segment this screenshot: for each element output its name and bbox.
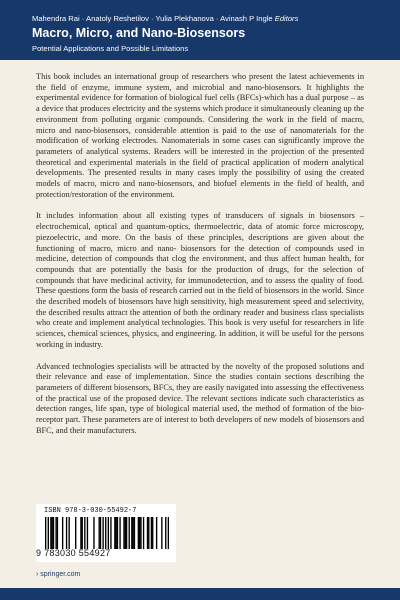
- barcode-bar: [84, 517, 85, 549]
- barcode-bar: [50, 517, 51, 549]
- barcode-bar: [75, 517, 76, 549]
- barcode-bar: [151, 517, 152, 549]
- barcode-bar: [108, 517, 109, 549]
- barcode-bar: [143, 517, 144, 549]
- publisher-link[interactable]: › springer.com: [36, 571, 81, 578]
- barcode-bar: [161, 517, 162, 549]
- barcode-bar: [123, 517, 124, 549]
- isbn-barcode-box: [36, 504, 176, 562]
- barcode-bar: [62, 517, 63, 549]
- editors-label: Editors: [274, 14, 299, 23]
- description-paragraph: This book includes an international group of researchers who present the latest achievements in the field of enzyme, immune system, and microbial and nano-biosensors. It highlights the experimental evidence for formation of biological fuel cells (BFCs)-which has a dual purpose – as a device that produces electricity and the systems which produce it simultaneously cleaning up the environment from polluting organic compounds. Considering the work in the field of macro, micro and nano-biosensors, considerable attention is paid to the use of nanomaterials for the modification of working electrodes. Nanomaterials in some cases can significantly improve the parameters of analytical systems. Readers will be interested in the projection of the presented theoretical and experimental materials in the field of practical application of modern analytical developments. The presented results in many cases imply the possibility of using the created models of macro, micro and nano-biosensors, and biofuel elements in the field of health, and protection/restoration of the environment.: [36, 72, 364, 199]
- isbn-label: ISBN 978-3-030-55492-7: [44, 507, 137, 515]
- cover-bottom-bar: [0, 588, 400, 600]
- barcode-bar: [45, 517, 46, 549]
- barcode-bar: [52, 517, 53, 549]
- barcode-bar: [165, 517, 166, 549]
- barcode-bar: [140, 517, 141, 549]
- barcode-bar: [93, 517, 94, 549]
- barcode-bar: [131, 517, 132, 549]
- barcode-bar: [80, 517, 81, 549]
- barcode-bar: [147, 517, 148, 549]
- barcode: [45, 517, 169, 549]
- barcode-bar: [139, 517, 140, 549]
- barcode-bar: [102, 517, 103, 549]
- description-paragraph: It includes information about all existing types of transducers of signals in biosensors – electrochemical, optical and quantum-optics, thermoelectric, data of atomic force microscopy, piezoelectric, and more. On the basis of these principles, descriptions are given about the functioning of macro, micro and nano- biosensors for the detection of compounds used in medicine, detection of compounds that clog the environment, and thus affect human health, for compounds that are potentially the basis for the production of drugs, for the selection of compounds that have medicinal activity, for immunodetection, and to assess the quality of food. These questions form the basis of research carried out in the field of biosensors in the world. Since the described models of biosensors have high sensitivity, high measurement speed and selectivity, the described results attract the attention of both the ordinary reader and business class specialists who create and implement analytical technologies. This book is very useful for researchers in life sciences, chemical sciences, physics, and engineering. In addition, it will be useful for the persons working in industry.: [36, 211, 364, 349]
- editors-line: [32, 14, 298, 23]
- barcode-bar: [117, 517, 118, 549]
- barcode-bar: [114, 517, 115, 549]
- book-subtitle: Potential Applications and Possible Limitations: [32, 44, 189, 53]
- barcode-bar: [57, 517, 58, 549]
- description-paragraph: Advanced technologies specialists will be attracted by the novelty of the proposed solutions and their relevance and ease of implementation. Since the studies contain sections describing the parameters of different biosensors, BFCs, they are easily navigated into assessing the effectiveness of the practical use of the proposed device. The relevant sections indicate such characteristics as detection ranges, life span, type of biological material used, the method of formation of the bio-receptor part. These parameters are of interest to both developers of new models of biosensors and BFC, and their manufacturers.: [36, 361, 364, 435]
- barcode-bar: [148, 517, 149, 549]
- barcode-bar: [129, 517, 130, 549]
- barcode-bar: [132, 517, 133, 549]
- barcode-bar: [68, 517, 69, 549]
- barcode-bar: [126, 517, 127, 549]
- barcode-bar: [168, 517, 169, 549]
- barcode-bar: [152, 517, 153, 549]
- barcode-bar: [110, 517, 111, 549]
- barcode-bar: [115, 517, 116, 549]
- barcode-digits: 9 783030 554927: [36, 548, 111, 558]
- barcode-bar: [53, 517, 54, 549]
- barcode-bar: [134, 517, 135, 549]
- barcode-bar: [87, 517, 88, 549]
- barcode-bar: [105, 517, 106, 549]
- barcode-bar: [156, 517, 157, 549]
- barcode-bar: [55, 517, 56, 549]
- barcode-bar: [125, 517, 126, 549]
- cover-header: [0, 0, 400, 60]
- barcode-bar: [100, 517, 101, 549]
- book-description: [36, 72, 364, 448]
- barcode-bar: [119, 517, 120, 549]
- barcode-bar: [99, 517, 100, 549]
- barcode-bar: [82, 517, 83, 549]
- barcode-bar: [138, 517, 139, 549]
- book-title: Macro, Micro, and Nano-Biosensors: [32, 26, 246, 40]
- barcode-bar: [48, 517, 49, 549]
- editor-names: Mahendra Rai · Anatoly Reshetilov · Yulia Plekhanova · Avinash P Ingle: [32, 14, 273, 23]
- barcode-bar: [66, 517, 67, 549]
